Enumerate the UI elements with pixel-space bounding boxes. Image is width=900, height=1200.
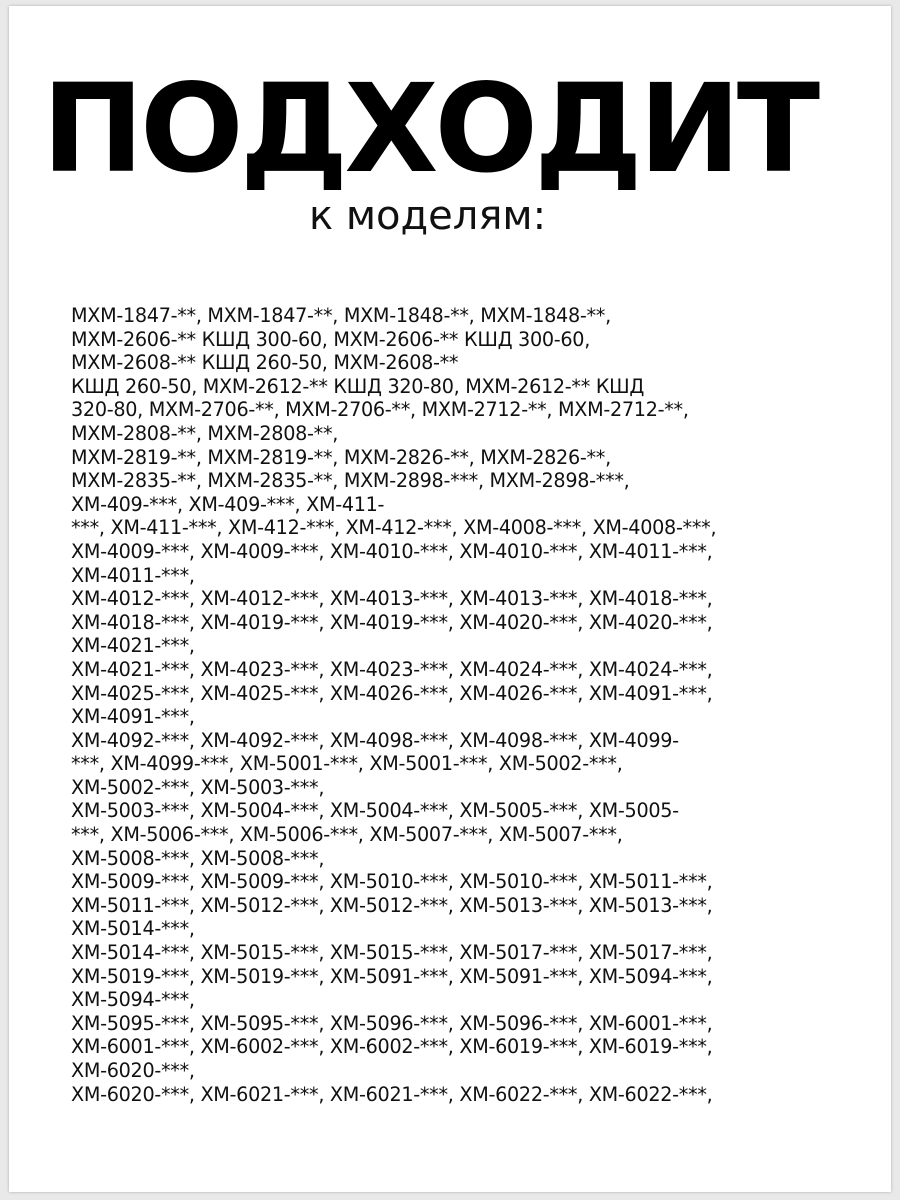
model-list-text: ХМ-5008-***, ХМ-5008-***, xyxy=(71,846,325,870)
model-list-line xyxy=(71,351,861,375)
model-list-line xyxy=(71,988,861,1012)
model-list-line xyxy=(71,847,861,871)
model-list xyxy=(71,304,861,1106)
model-list-line xyxy=(71,398,861,422)
model-list-text: ХМ-4021-***, xyxy=(71,634,195,658)
model-list-line xyxy=(71,611,861,635)
model-list-line xyxy=(71,1059,861,1083)
model-list-text: ХМ-409-***, ХМ-409-***, ХМ-411- xyxy=(71,492,385,516)
model-list-text: ХМ-5002-***, ХМ-5003-***, xyxy=(71,775,325,799)
model-list-text: ХМ-4012-***, ХМ-4012-***, ХМ-4013-***, ХМ-4013-***, ХМ-4018-***, xyxy=(71,587,713,611)
model-list-line xyxy=(71,917,861,941)
model-list-line xyxy=(71,304,861,328)
model-list-text: КШД 260-50, МХМ-2612-** КШД 320-80, МХМ-2612-** КШД xyxy=(71,374,645,398)
model-list-line xyxy=(71,1012,861,1036)
model-list-line xyxy=(71,752,861,776)
model-list-text: ХМ-5009-***, ХМ-5009-***, ХМ-5010-***, ХМ-5010-***, ХМ-5011-***, xyxy=(71,870,713,894)
model-list-line xyxy=(71,493,861,517)
model-list-text: МХМ-2819-**, МХМ-2819-**, МХМ-2826-**, МХМ-2826-**, xyxy=(71,445,611,469)
model-list-text: ХМ-4011-***, xyxy=(71,563,195,587)
model-list-text: МХМ-2835-**, МХМ-2835-**, МХМ-2898-***, МХМ-2898-***, xyxy=(71,469,630,493)
model-list-line xyxy=(71,328,861,352)
model-list-text: МХМ-2808-**, МХМ-2808-**, xyxy=(71,421,339,445)
model-list-text: ХМ-4021-***, ХМ-4023-***, ХМ-4023-***, ХМ-4024-***, ХМ-4024-***, xyxy=(71,657,713,681)
model-list-line xyxy=(71,870,861,894)
model-list-text: ХМ-5019-***, ХМ-5019-***, ХМ-5091-***, ХМ-5091-***, ХМ-5094-***, xyxy=(71,964,713,988)
model-list-line xyxy=(71,634,861,658)
model-list-line xyxy=(71,422,861,446)
model-list-line xyxy=(71,941,861,965)
model-list-text: ***, ХМ-4099-***, ХМ-5001-***, ХМ-5001-***, ХМ-5002-***, xyxy=(71,752,623,776)
model-list-text: ХМ-5003-***, ХМ-5004-***, ХМ-5004-***, ХМ-5005-***, ХМ-5005- xyxy=(71,799,679,823)
model-list-text: ХМ-5014-***, xyxy=(71,917,195,941)
compatibility-card xyxy=(9,6,891,1192)
model-list-line xyxy=(71,564,861,588)
model-list-line xyxy=(71,658,861,682)
model-list-line xyxy=(71,823,861,847)
model-list-text: ХМ-5094-***, xyxy=(71,988,195,1012)
model-list-text: ХМ-6020-***, ХМ-6021-***, ХМ-6021-***, ХМ-6022-***, ХМ-6022-***, xyxy=(71,1082,713,1106)
model-list-line xyxy=(71,705,861,729)
model-list-line xyxy=(71,540,861,564)
model-list-line xyxy=(71,729,861,753)
model-list-text: МХМ-1847-**, МХМ-1847-**, МХМ-1848-**, МХМ-1848-**, xyxy=(71,304,611,327)
model-list-text: ХМ-4018-***, ХМ-4019-***, ХМ-4019-***, ХМ-4020-***, ХМ-4020-***, xyxy=(71,610,713,634)
model-list-text: ХМ-5014-***, ХМ-5015-***, ХМ-5015-***, ХМ-5017-***, ХМ-5017-***, xyxy=(71,941,713,965)
model-list-text: ***, ХМ-411-***, ХМ-412-***, ХМ-412-***, ХМ-4008-***, ХМ-4008-***, xyxy=(71,516,717,540)
model-list-text: 320-80, МХМ-2706-**, МХМ-2706-**, МХМ-2712-**, МХМ-2712-**, xyxy=(71,398,689,422)
page-subtitle: к моделям: xyxy=(309,193,547,239)
model-list-text: ХМ-5095-***, ХМ-5095-***, ХМ-5096-***, ХМ-5096-***, ХМ-6001-***, xyxy=(71,1011,713,1035)
model-list-line xyxy=(71,587,861,611)
model-list-line xyxy=(71,799,861,823)
model-list-text: ***, ХМ-5006-***, ХМ-5006-***, ХМ-5007-***, ХМ-5007-***, xyxy=(71,823,623,847)
model-list-line xyxy=(71,1083,861,1107)
model-list-text: МХМ-2606-** КШД 300-60, МХМ-2606-** КШД 300-60, xyxy=(71,327,591,351)
model-list-text: ХМ-5011-***, ХМ-5012-***, ХМ-5012-***, ХМ-5013-***, ХМ-5013-***, xyxy=(71,893,713,917)
page-title: ПОДХОДИТ xyxy=(41,58,817,200)
model-list-text: МХМ-2608-** КШД 260-50, МХМ-2608-** xyxy=(71,351,459,375)
model-list-text: ХМ-6020-***, xyxy=(71,1059,195,1082)
model-list-line xyxy=(71,682,861,706)
model-list-line xyxy=(71,516,861,540)
model-list-text: ХМ-4009-***, ХМ-4009-***, ХМ-4010-***, ХМ-4010-***, ХМ-4011-***, xyxy=(71,539,713,563)
model-list-text: ХМ-4091-***, xyxy=(71,705,195,729)
model-list-text: ХМ-6001-***, ХМ-6002-***, ХМ-6002-***, ХМ-6019-***, ХМ-6019-***, xyxy=(71,1035,713,1059)
model-list-line xyxy=(71,446,861,470)
model-list-text: ХМ-4025-***, ХМ-4025-***, ХМ-4026-***, ХМ-4026-***, ХМ-4091-***, xyxy=(71,681,713,705)
model-list-text: ХМ-4092-***, ХМ-4092-***, ХМ-4098-***, ХМ-4098-***, ХМ-4099- xyxy=(71,728,679,752)
model-list-line xyxy=(71,469,861,493)
model-list-line xyxy=(71,894,861,918)
model-list-line xyxy=(71,776,861,800)
model-list-line xyxy=(71,1035,861,1059)
model-list-line xyxy=(71,375,861,399)
model-list-line xyxy=(71,965,861,989)
